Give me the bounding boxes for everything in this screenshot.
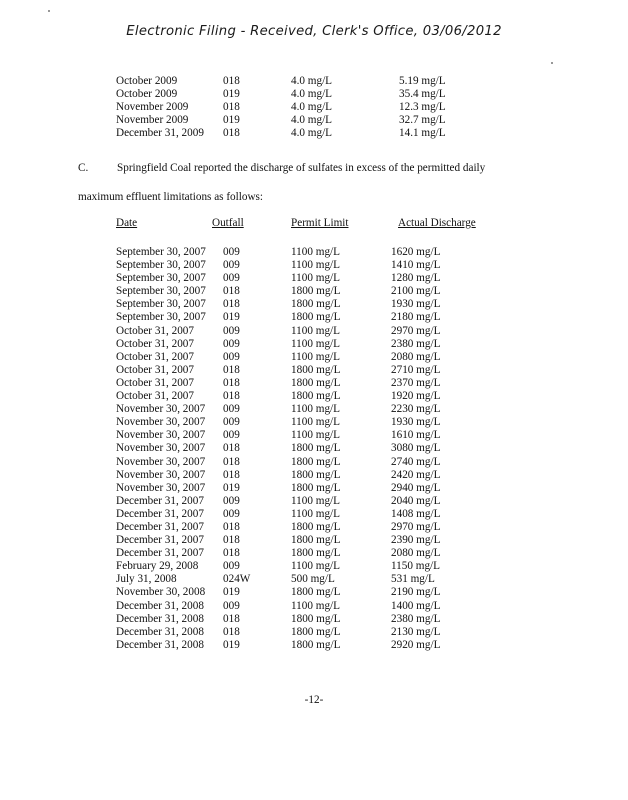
cell-actual-discharge: 12.3 mg/L	[399, 101, 446, 114]
cell-permit-limit: 4.0 mg/L	[291, 101, 333, 114]
cell-actual-discharge: 35.4 mg/L	[399, 88, 446, 101]
cell-permit-limit: 1100 mg/L	[291, 560, 340, 573]
cell-actual-discharge: 2040 mg/L	[391, 494, 441, 507]
cell-permit-limit: 1800 mg/L	[291, 638, 341, 651]
cell-permit-limit: 1800 mg/L	[291, 612, 341, 625]
cell-outfall: 018	[223, 625, 240, 638]
cell-date: September 30, 2007	[116, 298, 206, 311]
cell-permit-limit: 1100 mg/L	[291, 494, 340, 507]
cell-permit-limit: 1800 mg/L	[291, 376, 341, 389]
cell-date: September 30, 2007	[116, 272, 206, 285]
cell-outfall: 019	[223, 586, 240, 599]
cell-date: July 31, 2008	[116, 573, 177, 586]
cell-actual-discharge: 2080 mg/L	[391, 350, 441, 363]
cell-outfall: 018	[223, 520, 240, 533]
cell-permit-limit: 1100 mg/L	[291, 599, 340, 612]
cell-outfall: 018	[223, 442, 240, 455]
cell-date: October 31, 2007	[116, 337, 194, 350]
cell-actual-discharge: 2390 mg/L	[391, 534, 441, 547]
scan-speck	[551, 62, 553, 64]
section-text-line-2: maximum effluent limitations as follows:	[78, 191, 263, 203]
cell-outfall: 009	[223, 599, 240, 612]
cell-outfall: 018	[223, 75, 240, 87]
cell-outfall: 018	[223, 363, 240, 376]
cell-actual-discharge: 2100 mg/L	[391, 285, 441, 298]
cell-actual-discharge: 1400 mg/L	[391, 599, 441, 612]
cell-actual-discharge: 1410 mg/L	[391, 259, 441, 272]
cell-outfall: 009	[223, 324, 240, 337]
cell-actual-discharge: 1408 mg/L	[391, 507, 441, 520]
cell-actual-discharge: 2420 mg/L	[391, 468, 441, 481]
cell-actual-discharge: 2130 mg/L	[391, 625, 441, 638]
cell-permit-limit: 1800 mg/L	[291, 547, 341, 560]
cell-actual-discharge: 2370 mg/L	[391, 376, 441, 389]
cell-date: November 30, 2007	[116, 403, 206, 416]
cell-actual-discharge: 2230 mg/L	[391, 403, 441, 416]
cell-permit-limit: 1100 mg/L	[291, 416, 340, 429]
cell-actual-discharge: 14.1 mg/L	[399, 127, 446, 140]
cell-permit-limit: 1800 mg/L	[291, 625, 341, 638]
cell-outfall: 009	[223, 416, 240, 429]
cell-outfall: 018	[223, 390, 240, 403]
cell-permit-limit: 1100 mg/L	[291, 403, 340, 416]
cell-permit-limit: 1800 mg/L	[291, 455, 341, 468]
cell-permit-limit: 1800 mg/L	[291, 442, 341, 455]
cell-outfall: 018	[223, 127, 240, 140]
cell-actual-discharge: 531 mg/L	[391, 573, 435, 586]
cell-actual-discharge: 32.7 mg/L	[399, 114, 446, 127]
filing-header: Electronic Filing - Received, Clerk's Office, 03/06/2012	[126, 24, 502, 39]
cell-outfall: 009	[223, 337, 240, 350]
cell-date: November 30, 2007	[116, 481, 206, 494]
cell-actual-discharge: 2920 mg/L	[391, 638, 441, 651]
cell-outfall: 019	[223, 311, 240, 324]
cell-date: December 31, 2007	[116, 520, 204, 533]
cell-permit-limit: 4.0 mg/L	[291, 75, 333, 87]
cell-actual-discharge: 1610 mg/L	[391, 429, 441, 442]
cell-date: September 30, 2007	[116, 246, 206, 258]
cell-date: December 31, 2007	[116, 507, 204, 520]
cell-permit-limit: 4.0 mg/L	[291, 127, 333, 140]
cell-actual-discharge: 2940 mg/L	[391, 481, 441, 494]
cell-outfall: 019	[223, 481, 240, 494]
cell-date: September 30, 2007	[116, 285, 206, 298]
cell-actual-discharge: 2380 mg/L	[391, 337, 441, 350]
cell-actual-discharge: 3080 mg/L	[391, 442, 441, 455]
cell-date: November 30, 2007	[116, 468, 206, 481]
cell-permit-limit: 1800 mg/L	[291, 390, 341, 403]
cell-outfall: 009	[223, 259, 240, 272]
cell-outfall: 009	[223, 350, 240, 363]
cell-actual-discharge: 2380 mg/L	[391, 612, 441, 625]
cell-date: October 2009	[116, 75, 178, 87]
cell-outfall: 009	[223, 507, 240, 520]
cell-outfall: 009	[223, 429, 240, 442]
cell-permit-limit: 1800 mg/L	[291, 468, 341, 481]
header-date: Date	[116, 217, 138, 229]
section-text-line-1: Springfield Coal reported the discharge of sulfates in excess of the permitted daily	[117, 162, 486, 174]
cell-actual-discharge: 1150 mg/L	[391, 560, 440, 573]
cell-outfall: 018	[223, 101, 240, 114]
cell-permit-limit: 4.0 mg/L	[291, 88, 333, 101]
cell-outfall: 009	[223, 246, 240, 258]
cell-actual-discharge: 1620 mg/L	[391, 246, 441, 258]
page-number: -12-	[304, 694, 324, 706]
cell-actual-discharge: 2190 mg/L	[391, 586, 441, 599]
cell-permit-limit: 1100 mg/L	[291, 259, 340, 272]
cell-date: September 30, 2007	[116, 311, 206, 324]
cell-actual-discharge: 2970 mg/L	[391, 520, 441, 533]
cell-date: December 31, 2007	[116, 534, 204, 547]
cell-outfall: 018	[223, 455, 240, 468]
cell-outfall: 009	[223, 560, 240, 573]
cell-permit-limit: 1100 mg/L	[291, 507, 340, 520]
cell-permit-limit: 1800 mg/L	[291, 298, 341, 311]
cell-actual-discharge: 2080 mg/L	[391, 547, 441, 560]
cell-date: December 31, 2008	[116, 612, 204, 625]
cell-date: December 31, 2007	[116, 494, 204, 507]
cell-outfall: 018	[223, 298, 240, 311]
cell-date: December 31, 2008	[116, 599, 204, 612]
cell-permit-limit: 1800 mg/L	[291, 481, 341, 494]
cell-date: October 31, 2007	[116, 390, 194, 403]
cell-date: December 31, 2009	[116, 127, 204, 140]
cell-date: September 30, 2007	[116, 259, 206, 272]
cell-outfall: 019	[223, 638, 240, 651]
cell-permit-limit: 1800 mg/L	[291, 311, 341, 324]
cell-outfall: 018	[223, 534, 240, 547]
cell-permit-limit: 1800 mg/L	[291, 586, 341, 599]
cell-permit-limit: 1800 mg/L	[291, 285, 341, 298]
cell-permit-limit: 1100 mg/L	[291, 429, 340, 442]
cell-outfall: 018	[223, 612, 240, 625]
cell-date: November 30, 2007	[116, 455, 206, 468]
cell-permit-limit: 1100 mg/L	[291, 337, 340, 350]
cell-permit-limit: 1100 mg/L	[291, 350, 340, 363]
cell-outfall: 018	[223, 547, 240, 560]
cell-date: November 2009	[116, 114, 189, 127]
cell-date: November 30, 2007	[116, 429, 206, 442]
cell-permit-limit: 1800 mg/L	[291, 363, 341, 376]
cell-outfall: 019	[223, 88, 240, 101]
cell-permit-limit: 1800 mg/L	[291, 520, 341, 533]
cell-outfall: 009	[223, 403, 240, 416]
cell-actual-discharge: 2710 mg/L	[391, 363, 441, 376]
cell-date: November 2009	[116, 101, 189, 114]
cell-actual-discharge: 1930 mg/L	[391, 298, 441, 311]
cell-permit-limit: 1100 mg/L	[291, 272, 340, 285]
cell-date: February 29, 2008	[116, 560, 199, 573]
cell-actual-discharge: 2970 mg/L	[391, 324, 441, 337]
cell-date: November 30, 2007	[116, 416, 206, 429]
cell-permit-limit: 1100 mg/L	[291, 246, 340, 258]
cell-date: October 31, 2007	[116, 350, 194, 363]
cell-date: November 30, 2008	[116, 586, 206, 599]
scan-speck	[48, 10, 50, 12]
cell-outfall: 018	[223, 285, 240, 298]
cell-actual-discharge: 2740 mg/L	[391, 455, 441, 468]
cell-date: November 30, 2007	[116, 442, 206, 455]
cell-date: December 31, 2007	[116, 547, 204, 560]
cell-actual-discharge: 2180 mg/L	[391, 311, 441, 324]
cell-permit-limit: 4.0 mg/L	[291, 114, 333, 127]
cell-outfall: 024W	[223, 573, 251, 586]
cell-outfall: 018	[223, 376, 240, 389]
header-actual-discharge: Actual Discharge	[398, 217, 476, 229]
header-outfall: Outfall	[212, 217, 244, 229]
cell-date: December 31, 2008	[116, 625, 204, 638]
cell-outfall: 019	[223, 114, 240, 127]
cell-outfall: 018	[223, 468, 240, 481]
cell-actual-discharge: 1930 mg/L	[391, 416, 441, 429]
cell-actual-discharge: 5.19 mg/L	[399, 75, 446, 87]
cell-outfall: 009	[223, 494, 240, 507]
cell-permit-limit: 1100 mg/L	[291, 324, 340, 337]
cell-outfall: 009	[223, 272, 240, 285]
cell-date: October 31, 2007	[116, 324, 194, 337]
section-letter: C.	[78, 162, 89, 174]
cell-permit-limit: 500 mg/L	[291, 573, 335, 586]
cell-date: December 31, 2008	[116, 638, 204, 651]
cell-actual-discharge: 1280 mg/L	[391, 272, 441, 285]
cell-date: October 31, 2007	[116, 363, 194, 376]
cell-permit-limit: 1800 mg/L	[291, 534, 341, 547]
cell-date: October 2009	[116, 88, 178, 101]
cell-date: October 31, 2007	[116, 376, 194, 389]
header-permit-limit: Permit Limit	[291, 217, 349, 229]
cell-actual-discharge: 1920 mg/L	[391, 390, 441, 403]
